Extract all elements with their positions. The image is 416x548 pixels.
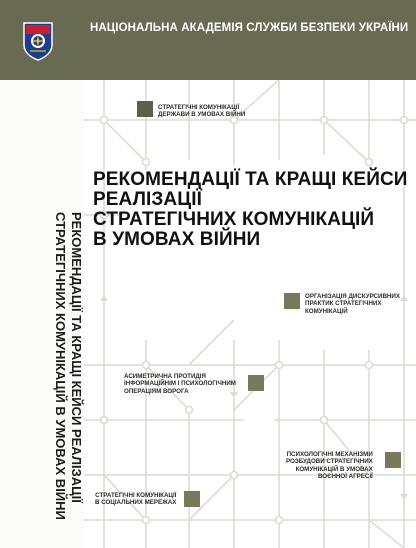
- topic-line: АСИМЕТРИЧНА ПРОТИДІЯ: [124, 373, 206, 380]
- topic-line: СТРАТЕГІЧНІ КОМУНІКАЦІЇ: [158, 104, 240, 111]
- spine-title: [52, 212, 84, 548]
- main-title: [93, 170, 408, 250]
- topic-line: ОРГАНІЗАЦІЯ ДИСКУРСИВНИХ: [305, 293, 400, 300]
- topic-label-psychological-mechanisms: [286, 451, 373, 481]
- topic-line: КОМУНІКАЦІЙ: [305, 307, 348, 315]
- topic-marker-square: [284, 293, 300, 309]
- topic-marker-square: [184, 491, 200, 507]
- topic-line: ОПЕРАЦІЯМ ВОРОГА: [124, 387, 189, 395]
- main-title-line-4: В УМОВАХ ВІЙНИ: [93, 229, 261, 250]
- main-title-line-1: РЕКОМЕНДАЦІЇ ТА КРАЩІ КЕЙСИ: [93, 169, 408, 190]
- topic-label-asymmetric-counteraction: [124, 373, 236, 395]
- topic-marker-square: [137, 101, 153, 117]
- topic-line: ДЕРЖАВИ В УМОВАХ ВІЙНИ: [158, 111, 246, 119]
- academy-name: НАЦІОНАЛЬНА АКАДЕМІЯ СЛУЖБИ БЕЗПЕКИ УКРАЇНИ: [90, 22, 409, 34]
- ssu-shield-emblem-icon: [22, 21, 54, 61]
- spine-title-line-1: РЕКОМЕНДАЦІЇ ТА КРАЩІ КЕЙСИ РЕАЛІЗАЦІЇ: [69, 212, 84, 503]
- topic-marker-square: [248, 375, 264, 391]
- topic-line: ІНФОРМАЦІЙНІМ І ПСИХОЛОГІЧНИМ: [124, 380, 236, 388]
- topic-line: КОМУНІКАЦІЙ В УМОВАХ: [295, 465, 373, 473]
- header-band: [0, 0, 416, 80]
- topic-label-social-networks: [95, 492, 176, 507]
- topic-line: ВОЄННОЇ АГРЕСІЇ: [317, 473, 373, 481]
- topic-line: СТРАТЕГІЧНІ КОМУНІКАЦІЇ: [95, 492, 177, 499]
- topic-line: РОЗБУДОВИ СТРАТЕГІЧНИХ: [286, 458, 373, 466]
- main-title-line-3: СТРАТЕГІЧНИХ КОМУНІКАЦІЙ: [93, 209, 375, 230]
- topic-line: ПРАКТИК СТРАТЕГІЧНИХ: [305, 300, 382, 308]
- topic-line: В СОЦІАЛЬНИХ МЕРЕЖАХ: [95, 499, 177, 507]
- spine-panel: [0, 80, 84, 548]
- topic-line: ПСИХОЛОГІЧНІ МЕХАНІЗМИ: [286, 451, 373, 458]
- topic-marker-square: [385, 452, 401, 468]
- topic-label-state-stratcom: [158, 104, 245, 119]
- spine-title-line-2: СТРАТЕГІЧНИХ КОМУНІКАЦІЙ В УМОВАХ ВІЙНИ: [53, 212, 68, 520]
- topic-label-discursive-practices: [305, 293, 400, 315]
- main-title-line-2: РЕАЛІЗАЦІЇ: [93, 189, 202, 210]
